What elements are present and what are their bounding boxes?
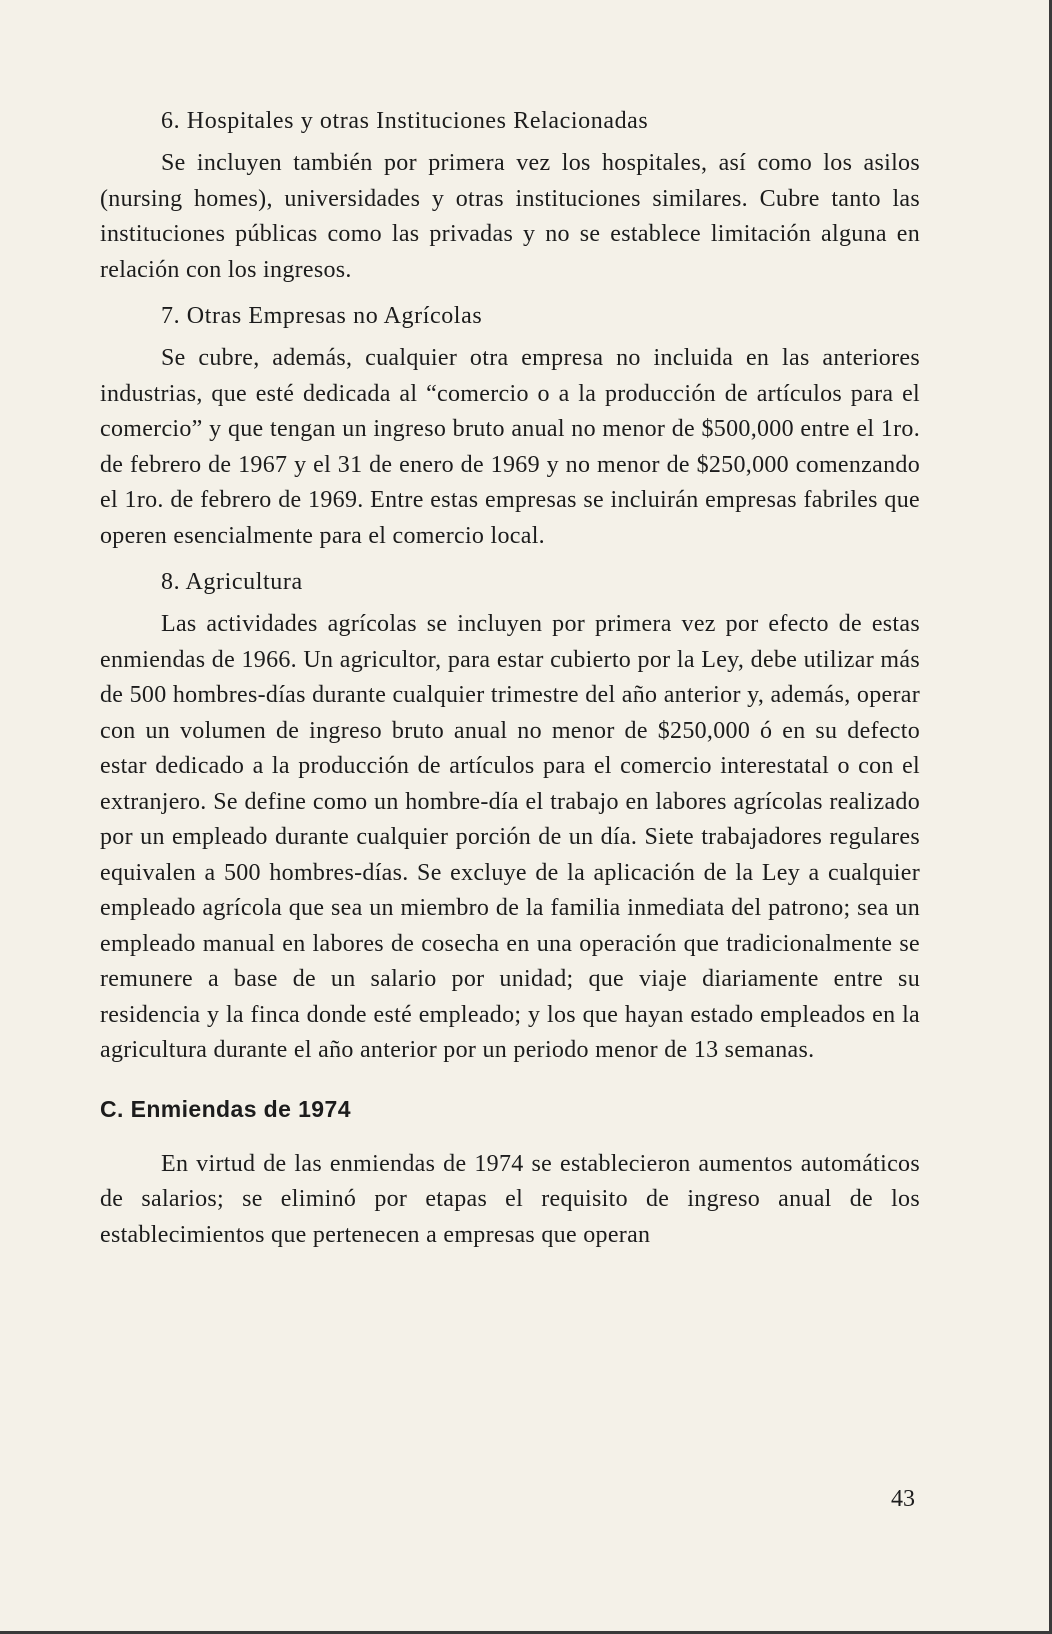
page-content	[100, 99, 920, 1253]
section-6-paragraph	[100, 146, 920, 288]
section-8-text: Las actividades agrícolas se incluyen por primera vez por efecto de estas enmiendas de 1966. Un agricultor, para estar cubierto por la Ley, debe utilizar más de 500 hombres-días durante cualquier trimestre del año anterior y, además, operar con un volumen de ingreso bruto anual no menor de $250,000 ó en su defecto estar dedicado a la producción de artículos para el comercio interestatal o con el extranjero. Se define como un hombre-día el trabajo en labores agrícolas realizado por un empleado durante cualquier porción de un día. Siete trabajadores regulares equivalen a 500 hombres-días. Se excluye de la aplicación de la Ley a cualquier empleado agrícola que sea un miembro de la familia inmediata del patrono; sea un empleado manual en labores de cosecha en una operación que tradicionalmente se remunere a base de un salario por unidad; que viaje diariamente entre su residencia y la finca donde esté empleado; y los que hayan estado empleados en la agricultura durante el año anterior por un periodo menor de 13 semanas.	[100, 611, 920, 1063]
section-7-heading: 7. Otras Empresas no Agrícolas	[161, 303, 483, 329]
section-6-text: Se incluyen también por primera vez los hospitales, así como los asilos (nursing homes), universidades y otras instituciones similares. Cubre tanto las instituciones públicas como las privadas y no se establece limitación alguna en relación con los ingresos.	[100, 150, 920, 283]
section-7-text: Se cubre, además, cualquier otra empresa no incluida en las anteriores industrias, que esté dedicada al “comercio o a la producción de artículos para el comercio” y que tengan un ingreso bruto anual no menor de $500,000 entre el 1ro. de febrero de 1967 y el 31 de enero de 1969 y no menor de $250,000 comenzando el 1ro. de febrero de 1969. Entre estas empresas se incluirán empresas fabriles que operen esencialmente para el comercio local.	[100, 345, 920, 549]
section-c-heading: C. Enmiendas de 1974	[100, 1095, 351, 1122]
page-number: 43	[891, 1486, 915, 1512]
section-6-heading: 6. Hospitales y otras Instituciones Relacionadas	[161, 108, 649, 134]
section-c-text: En virtud de las enmiendas de 1974 se establecieron aumentos automáticos de salarios; se eliminó por etapas el requisito de ingreso anual de los establecimientos que pertenecen a empresas que operan	[100, 1150, 920, 1248]
section-8-paragraph	[100, 607, 920, 1069]
section-c-paragraph	[100, 1147, 920, 1254]
section-7-paragraph	[100, 341, 920, 554]
section-8-heading: 8. Agricultura	[161, 569, 303, 595]
